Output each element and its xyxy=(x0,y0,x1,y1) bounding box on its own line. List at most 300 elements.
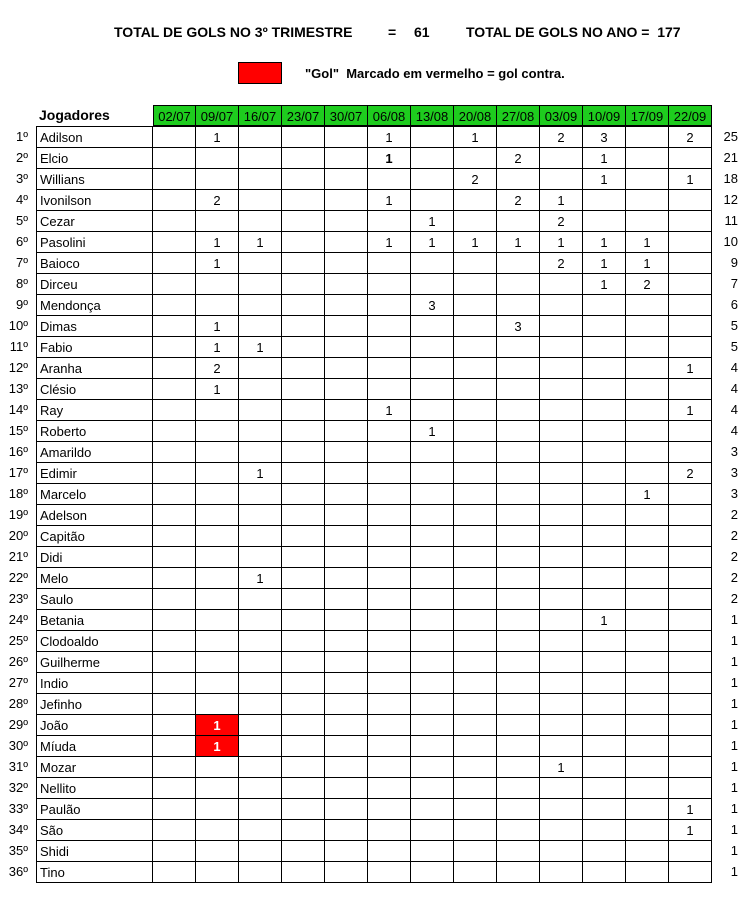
goal-cell xyxy=(281,441,325,463)
goal-cell xyxy=(539,441,583,463)
goal-cell xyxy=(539,672,583,694)
goal-cell: 1 xyxy=(582,147,626,169)
goal-cell xyxy=(625,525,669,547)
goal-cell xyxy=(410,651,454,673)
goal-cell xyxy=(152,588,196,610)
rank-label: 17º xyxy=(8,465,28,480)
player-name: Tino xyxy=(36,861,153,883)
goal-cell xyxy=(367,294,411,316)
player-total: 1 xyxy=(730,738,738,753)
goal-cell xyxy=(625,798,669,820)
goal-cell xyxy=(453,336,497,358)
goal-cell xyxy=(496,441,540,463)
goal-cell xyxy=(453,756,497,778)
goal-cell xyxy=(453,399,497,421)
player-total: 2 xyxy=(730,549,738,564)
player-total: 10 xyxy=(723,234,738,249)
goal-cell xyxy=(539,798,583,820)
goal-cell xyxy=(367,336,411,358)
goal-cell xyxy=(410,840,454,862)
date-header: 17/09 xyxy=(625,105,669,126)
goal-cell xyxy=(367,798,411,820)
goal-cell xyxy=(668,147,712,169)
goal-cell: 1 xyxy=(195,336,239,358)
goal-cell xyxy=(582,504,626,526)
goal-cell xyxy=(539,294,583,316)
goal-cell xyxy=(539,714,583,736)
goal-cell xyxy=(367,483,411,505)
goal-cell xyxy=(668,630,712,652)
goal-cell xyxy=(238,672,282,694)
rank-label: 1º xyxy=(16,129,28,144)
goal-cell xyxy=(281,588,325,610)
goal-cell xyxy=(625,399,669,421)
goal-cell xyxy=(539,777,583,799)
goal-cell xyxy=(281,273,325,295)
goal-cell: 1 xyxy=(668,399,712,421)
goal-cell xyxy=(238,651,282,673)
goal-cell xyxy=(367,672,411,694)
goal-cell xyxy=(281,777,325,799)
goal-cell xyxy=(625,819,669,841)
date-header: 23/07 xyxy=(281,105,325,126)
goal-cell: 2 xyxy=(539,126,583,148)
goal-cell xyxy=(539,399,583,421)
rank-label: 9º xyxy=(16,297,28,312)
goal-cell xyxy=(625,735,669,757)
player-total: 4 xyxy=(730,402,738,417)
goal-cell xyxy=(238,294,282,316)
goal-cell xyxy=(496,840,540,862)
goal-cell xyxy=(453,420,497,442)
player-total: 1 xyxy=(730,864,738,879)
goal-cell xyxy=(152,525,196,547)
goal-cell xyxy=(367,420,411,442)
rank-label: 2º xyxy=(16,150,28,165)
rank-label: 14º xyxy=(8,402,28,417)
goal-cell xyxy=(281,756,325,778)
goal-cell xyxy=(582,399,626,421)
goal-cell xyxy=(238,399,282,421)
goal-cell xyxy=(496,483,540,505)
goal-cell: 1 xyxy=(195,231,239,253)
goal-cell xyxy=(668,840,712,862)
goal-cell xyxy=(668,546,712,568)
goal-cell xyxy=(582,588,626,610)
rank-label: 19º xyxy=(8,507,28,522)
goal-cell xyxy=(625,567,669,589)
goal-cell xyxy=(238,714,282,736)
goal-cell xyxy=(668,588,712,610)
goal-cell xyxy=(453,693,497,715)
goal-cell xyxy=(281,651,325,673)
player-total: 1 xyxy=(730,717,738,732)
goal-cell xyxy=(195,168,239,190)
goal-cell: 2 xyxy=(195,189,239,211)
goal-cell xyxy=(152,861,196,883)
goal-cell xyxy=(582,441,626,463)
goal-cell xyxy=(195,630,239,652)
goal-cell xyxy=(324,651,368,673)
rank-label: 21º xyxy=(8,549,28,564)
goal-cell xyxy=(668,483,712,505)
goal-cell xyxy=(625,210,669,232)
goal-cell xyxy=(410,756,454,778)
goal-cell xyxy=(152,399,196,421)
goal-cell xyxy=(367,651,411,673)
goal-cell xyxy=(195,420,239,442)
goal-cell xyxy=(152,840,196,862)
goal-cell: 1 xyxy=(582,231,626,253)
goal-cell xyxy=(496,714,540,736)
rank-label: 22º xyxy=(8,570,28,585)
goal-cell xyxy=(152,777,196,799)
rank-label: 33º xyxy=(8,801,28,816)
goal-cell xyxy=(410,315,454,337)
goal-cell xyxy=(625,777,669,799)
rank-label: 15º xyxy=(8,423,28,438)
goal-cell xyxy=(539,651,583,673)
goal-cell xyxy=(152,693,196,715)
goal-cell xyxy=(668,189,712,211)
player-name: Shidi xyxy=(36,840,153,862)
goal-cell: 1 xyxy=(195,378,239,400)
goal-cell xyxy=(238,756,282,778)
date-header: 03/09 xyxy=(539,105,583,126)
player-total: 3 xyxy=(730,444,738,459)
goal-cell xyxy=(453,630,497,652)
goal-cell xyxy=(367,210,411,232)
goal-cell xyxy=(496,672,540,694)
goal-cell xyxy=(324,336,368,358)
goal-cell xyxy=(281,546,325,568)
player-total: 1 xyxy=(730,696,738,711)
rank-label: 18º xyxy=(8,486,28,501)
goal-cell: 2 xyxy=(668,126,712,148)
goal-cell xyxy=(410,273,454,295)
goal-cell xyxy=(582,861,626,883)
goal-cell xyxy=(625,504,669,526)
goal-cell xyxy=(152,273,196,295)
goal-cell xyxy=(539,315,583,337)
goal-cell xyxy=(625,693,669,715)
goal-cell xyxy=(324,126,368,148)
goal-cell xyxy=(539,168,583,190)
goal-cell xyxy=(152,630,196,652)
goal-cell xyxy=(496,399,540,421)
goal-cell xyxy=(238,189,282,211)
goal-cell xyxy=(582,420,626,442)
goal-cell xyxy=(324,588,368,610)
goal-cell xyxy=(453,735,497,757)
goal-cell xyxy=(668,861,712,883)
goal-cell xyxy=(195,840,239,862)
goal-cell xyxy=(668,231,712,253)
goal-cell xyxy=(496,651,540,673)
player-name: Melo xyxy=(36,567,153,589)
goal-cell xyxy=(539,504,583,526)
goal-cell xyxy=(582,525,626,547)
goal-cell xyxy=(238,693,282,715)
goal-cell xyxy=(281,735,325,757)
goal-cell: 2 xyxy=(195,357,239,379)
goal-cell xyxy=(324,378,368,400)
goal-cell xyxy=(410,693,454,715)
goal-cell xyxy=(582,735,626,757)
goal-cell xyxy=(539,147,583,169)
rank-label: 26º xyxy=(8,654,28,669)
player-total: 18 xyxy=(723,171,738,186)
goal-cell xyxy=(625,630,669,652)
goal-cell xyxy=(539,462,583,484)
player-total: 1 xyxy=(730,822,738,837)
goal-cell xyxy=(625,126,669,148)
goal-cell xyxy=(324,210,368,232)
goal-cell xyxy=(582,294,626,316)
player-total: 2 xyxy=(730,591,738,606)
player-name: Dimas xyxy=(36,315,153,337)
player-total: 2 xyxy=(730,528,738,543)
player-name: Roberto xyxy=(36,420,153,442)
goal-cell: 1 xyxy=(539,756,583,778)
goal-cell xyxy=(152,441,196,463)
goal-cell xyxy=(625,714,669,736)
goal-cell xyxy=(453,147,497,169)
goal-cell xyxy=(238,609,282,631)
rank-label: 4º xyxy=(16,192,28,207)
goal-cell xyxy=(324,294,368,316)
goal-cell xyxy=(324,798,368,820)
goal-cell xyxy=(367,504,411,526)
rank-label: 23º xyxy=(8,591,28,606)
goal-cell xyxy=(668,273,712,295)
goal-cell: 2 xyxy=(453,168,497,190)
player-name: Míuda xyxy=(36,735,153,757)
date-header: 06/08 xyxy=(367,105,411,126)
goal-cell xyxy=(238,441,282,463)
goal-cell: 1 xyxy=(367,399,411,421)
goal-cell xyxy=(453,315,497,337)
goal-cell xyxy=(152,294,196,316)
goal-cell xyxy=(152,147,196,169)
goal-cell xyxy=(367,693,411,715)
goal-cell xyxy=(496,273,540,295)
goal-cell xyxy=(281,126,325,148)
goal-cell xyxy=(281,420,325,442)
player-name: Adilson xyxy=(36,126,153,148)
goal-cell xyxy=(668,210,712,232)
goal-cell xyxy=(152,357,196,379)
goal-cell xyxy=(195,798,239,820)
goal-cell xyxy=(324,147,368,169)
rank-label: 3º xyxy=(16,171,28,186)
player-total: 6 xyxy=(730,297,738,312)
goal-cell xyxy=(238,378,282,400)
goal-cell xyxy=(238,168,282,190)
goal-cell xyxy=(453,189,497,211)
goal-cell xyxy=(324,420,368,442)
goal-cell xyxy=(668,252,712,274)
goal-cell xyxy=(324,819,368,841)
goal-cell xyxy=(453,651,497,673)
goal-cell xyxy=(410,147,454,169)
goal-cell xyxy=(668,420,712,442)
goal-cell xyxy=(367,630,411,652)
goal-cell xyxy=(324,504,368,526)
rank-label: 28º xyxy=(8,696,28,711)
goal-cell: 1 xyxy=(410,231,454,253)
goal-cell xyxy=(324,546,368,568)
goal-cell xyxy=(195,147,239,169)
goal-cell xyxy=(453,546,497,568)
goal-cell xyxy=(668,525,712,547)
goal-cell xyxy=(496,168,540,190)
goal-cell xyxy=(238,210,282,232)
goal-cell xyxy=(324,861,368,883)
player-name: Aranha xyxy=(36,357,153,379)
rank-label: 24º xyxy=(8,612,28,627)
goal-cell xyxy=(625,420,669,442)
goal-cell xyxy=(582,315,626,337)
goal-cell: 3 xyxy=(582,126,626,148)
goal-cell xyxy=(238,147,282,169)
goal-cell xyxy=(496,756,540,778)
goal-cell xyxy=(496,546,540,568)
goal-cell xyxy=(453,357,497,379)
goal-cell xyxy=(582,714,626,736)
goal-cell xyxy=(453,609,497,631)
goal-cell xyxy=(453,378,497,400)
player-name: Marcelo xyxy=(36,483,153,505)
goal-cell xyxy=(367,567,411,589)
goal-cell xyxy=(496,735,540,757)
goal-cell: 2 xyxy=(625,273,669,295)
goal-cell xyxy=(496,588,540,610)
player-name: Indio xyxy=(36,672,153,694)
goal-cell xyxy=(281,168,325,190)
goal-cell xyxy=(668,735,712,757)
goal-cell xyxy=(195,819,239,841)
goal-cell xyxy=(281,210,325,232)
rank-label: 27º xyxy=(8,675,28,690)
rank-label: 36º xyxy=(8,864,28,879)
player-total: 1 xyxy=(730,633,738,648)
rank-label: 11º xyxy=(9,339,28,354)
year-total-label: TOTAL DE GOLS NO ANO = 177 xyxy=(466,24,681,40)
goal-cell xyxy=(410,735,454,757)
goal-cell xyxy=(195,861,239,883)
goal-cell: 1 xyxy=(367,189,411,211)
goal-cell xyxy=(195,399,239,421)
goal-cell xyxy=(195,588,239,610)
goal-cell xyxy=(152,714,196,736)
goal-cell xyxy=(195,546,239,568)
goal-cell xyxy=(625,441,669,463)
quarter-total-label: TOTAL DE GOLS NO 3º TRIMESTRE xyxy=(114,24,353,40)
goal-cell xyxy=(539,483,583,505)
goal-cell xyxy=(539,420,583,442)
goal-cell xyxy=(453,252,497,274)
goal-cell xyxy=(582,210,626,232)
goal-cell xyxy=(453,714,497,736)
player-name: Willians xyxy=(36,168,153,190)
rank-label: 34º xyxy=(8,822,28,837)
goal-cell: 2 xyxy=(496,147,540,169)
goal-cell xyxy=(625,546,669,568)
goal-cell xyxy=(238,483,282,505)
goal-cell xyxy=(281,525,325,547)
goal-cell xyxy=(539,819,583,841)
goal-cell xyxy=(582,357,626,379)
goal-cell xyxy=(367,378,411,400)
goal-cell xyxy=(152,126,196,148)
player-total: 4 xyxy=(730,423,738,438)
own-goal-legend-text: "Gol" Marcado em vermelho = gol contra. xyxy=(305,66,565,81)
goal-cell xyxy=(324,273,368,295)
player-total: 3 xyxy=(730,486,738,501)
goal-cell xyxy=(582,336,626,358)
goal-cell xyxy=(410,567,454,589)
goal-cell xyxy=(324,462,368,484)
goal-cell xyxy=(668,756,712,778)
goal-cell xyxy=(410,588,454,610)
date-header: 02/07 xyxy=(153,105,196,126)
goal-cell xyxy=(539,378,583,400)
rank-label: 13º xyxy=(8,381,28,396)
goal-cell xyxy=(367,861,411,883)
goal-cell xyxy=(238,504,282,526)
goal-cell xyxy=(367,714,411,736)
player-total: 1 xyxy=(730,801,738,816)
goal-cell xyxy=(496,252,540,274)
goal-cell xyxy=(195,651,239,673)
goal-cell xyxy=(238,420,282,442)
player-total: 4 xyxy=(730,360,738,375)
goal-cell xyxy=(238,735,282,757)
goal-cell xyxy=(496,609,540,631)
goal-cell xyxy=(539,357,583,379)
goal-cell xyxy=(668,567,712,589)
goal-cell xyxy=(410,441,454,463)
player-total: 5 xyxy=(730,339,738,354)
goal-cell xyxy=(281,315,325,337)
goal-cell xyxy=(453,588,497,610)
goal-cell xyxy=(625,588,669,610)
goal-cell xyxy=(367,441,411,463)
goal-cell xyxy=(324,525,368,547)
goal-cell: 1 xyxy=(496,231,540,253)
goal-cell xyxy=(152,231,196,253)
goal-cell xyxy=(281,714,325,736)
goal-cell xyxy=(625,651,669,673)
goal-cell xyxy=(367,315,411,337)
player-name: João xyxy=(36,714,153,736)
goal-cell xyxy=(152,210,196,232)
goal-cell: 1 xyxy=(668,798,712,820)
goal-cell xyxy=(539,735,583,757)
rank-label: 25º xyxy=(8,633,28,648)
goal-cell xyxy=(410,462,454,484)
goal-cell xyxy=(668,504,712,526)
own-goal-legend-swatch xyxy=(238,62,282,84)
goal-cell: 3 xyxy=(410,294,454,316)
goal-cell xyxy=(324,441,368,463)
goal-cell xyxy=(324,252,368,274)
goal-cell xyxy=(496,294,540,316)
goal-cell xyxy=(668,315,712,337)
goal-cell xyxy=(496,693,540,715)
rank-label: 8º xyxy=(16,276,28,291)
